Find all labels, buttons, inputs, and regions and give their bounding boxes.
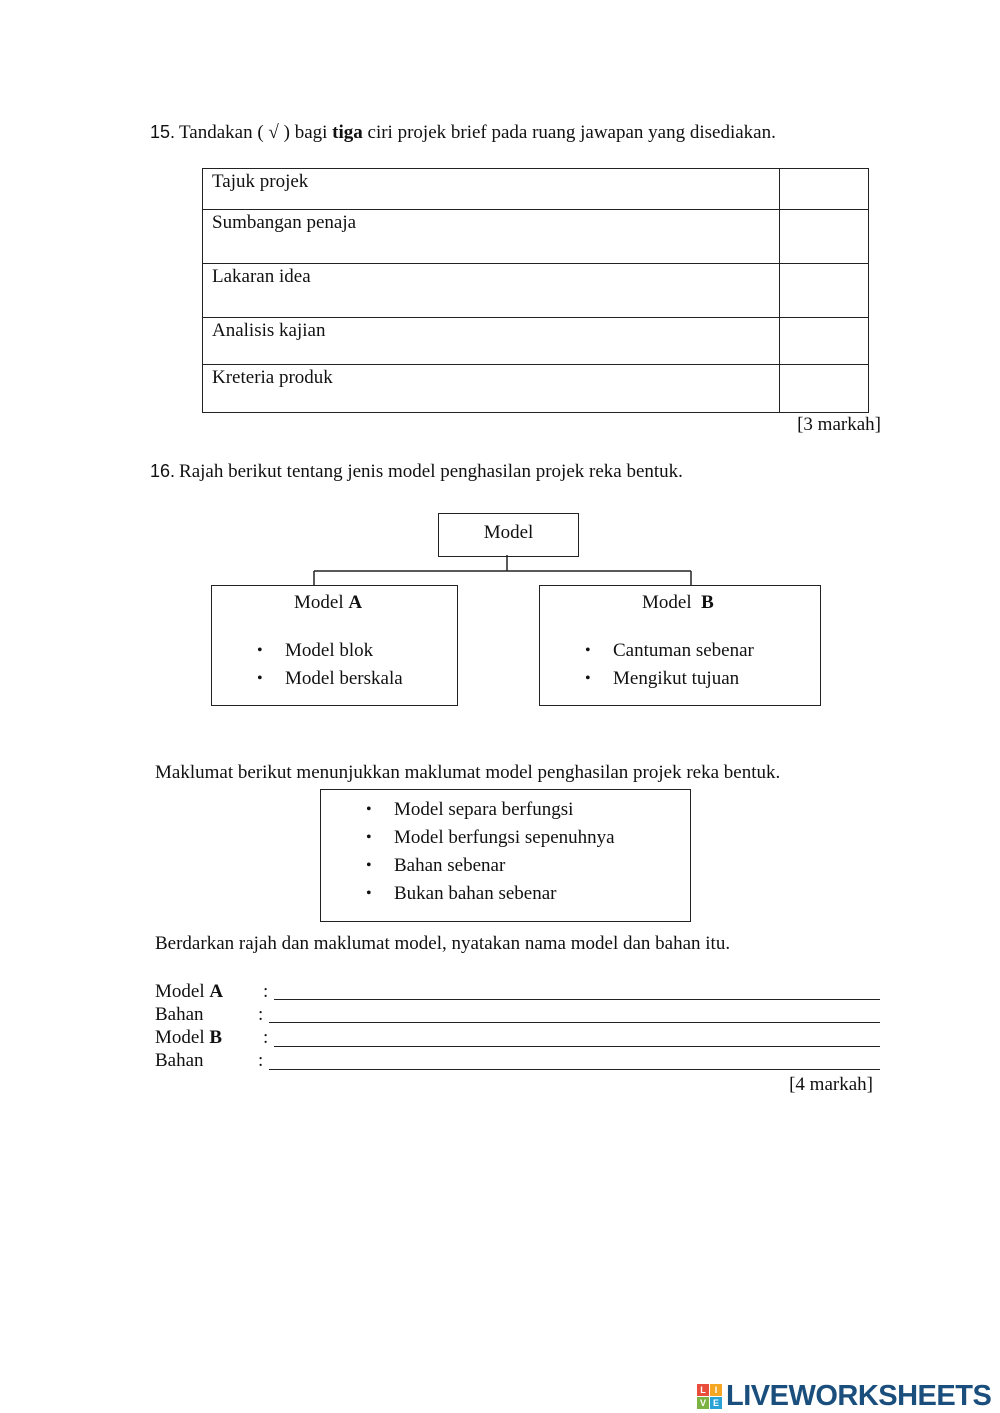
list-item: • Mengikut tujuan <box>613 665 754 693</box>
criteria-label: Tajuk projek <box>203 169 780 210</box>
list-item: • Model separa berfungsi <box>394 796 615 824</box>
answer-colon: : <box>263 981 269 1002</box>
table-row <box>203 365 869 413</box>
diagram-root-box: Model <box>438 513 579 557</box>
q15-marks: [3 markah] <box>797 414 881 435</box>
answer-label-model-b <box>155 1026 222 1049</box>
criteria-label: Sumbangan penaja <box>203 210 780 264</box>
tick-cell[interactable] <box>780 318 869 365</box>
q16-number: 16. <box>150 461 176 481</box>
answer-label-text: Bahan <box>155 1050 204 1071</box>
answer-label-model-a <box>155 980 223 1003</box>
logo-letter: E <box>710 1397 722 1409</box>
model-b-label: Model <box>642 592 692 613</box>
table-row <box>203 169 869 210</box>
brand-logo-icon <box>697 1384 722 1409</box>
model-a-title <box>294 592 362 614</box>
info-intro: Maklumat berikut menunjukkan maklumat model penghasilan projek reka bentuk. <box>155 762 781 783</box>
model-b-list <box>613 637 754 693</box>
tick-cell[interactable] <box>780 210 869 264</box>
brand-logo[interactable] <box>697 1380 991 1413</box>
answer-label-bold: A <box>209 981 224 1002</box>
answer-line-model-b[interactable] <box>274 1046 880 1047</box>
logo-letter: V <box>697 1397 709 1409</box>
tick-cell[interactable] <box>780 169 869 210</box>
q16-prompt <box>150 459 683 484</box>
answer-line-bahan-2[interactable] <box>269 1069 880 1070</box>
q16-marks: [4 markah] <box>789 1074 873 1095</box>
q15-bold: tiga <box>332 122 363 143</box>
list-item: • Cantuman sebenar <box>613 637 754 665</box>
tick-cell[interactable] <box>780 264 869 318</box>
criteria-label: Kreteria produk <box>203 365 780 413</box>
answer-label-bold: B <box>209 1027 223 1048</box>
instruction: Berdarkan rajah dan maklumat model, nyatakan nama model dan bahan itu. <box>155 933 731 954</box>
model-a-box <box>211 585 458 706</box>
q16-text: Rajah berikut tentang jenis model penghasilan projek reka bentuk. <box>179 461 683 482</box>
table-row <box>203 318 869 365</box>
criteria-label: Analisis kajian <box>203 318 780 365</box>
list-item: • Model berfungsi sepenuhnya <box>394 824 615 852</box>
answer-label-text: Model <box>155 1027 205 1048</box>
answer-colon: : <box>258 1004 264 1025</box>
list-item: • Bahan sebenar <box>394 852 615 880</box>
diagram-connector <box>300 555 710 587</box>
model-b-title <box>642 592 714 614</box>
answer-line-model-a[interactable] <box>274 999 880 1000</box>
answer-label-bahan-1 <box>155 1003 204 1026</box>
q15-text-before: Tandakan ( √ ) bagi <box>179 122 333 143</box>
logo-letter: I <box>710 1384 722 1396</box>
model-a-letter: A <box>348 592 363 613</box>
info-list <box>394 796 615 908</box>
list-item: • Model berskala <box>285 665 403 693</box>
tick-cell[interactable] <box>780 365 869 413</box>
model-a-label: Model <box>294 592 344 613</box>
table-row <box>203 264 869 318</box>
q15-text-after: ciri projek brief pada ruang jawapan yang disediakan. <box>362 122 776 143</box>
table-row <box>203 210 869 264</box>
model-b-letter: B <box>701 592 714 613</box>
answer-line-bahan-1[interactable] <box>269 1022 880 1023</box>
logo-letter: L <box>697 1384 709 1396</box>
answer-label-bahan-2 <box>155 1049 204 1072</box>
list-item: • Bukan bahan sebenar <box>394 880 615 908</box>
info-box <box>320 789 691 922</box>
q15-table <box>202 168 869 413</box>
criteria-label: Lakaran idea <box>203 264 780 318</box>
list-item: • Model blok <box>285 637 403 665</box>
brand-name: LIVEWORKSHEETS <box>726 1380 992 1412</box>
q15-number: 15. <box>150 122 176 142</box>
answer-label-text: Model <box>155 981 205 1002</box>
answer-label-text: Bahan <box>155 1004 204 1025</box>
q15-prompt <box>150 120 776 145</box>
answer-colon: : <box>258 1050 264 1071</box>
model-b-box <box>539 585 821 706</box>
model-a-list <box>285 637 403 693</box>
answer-colon: : <box>263 1027 269 1048</box>
